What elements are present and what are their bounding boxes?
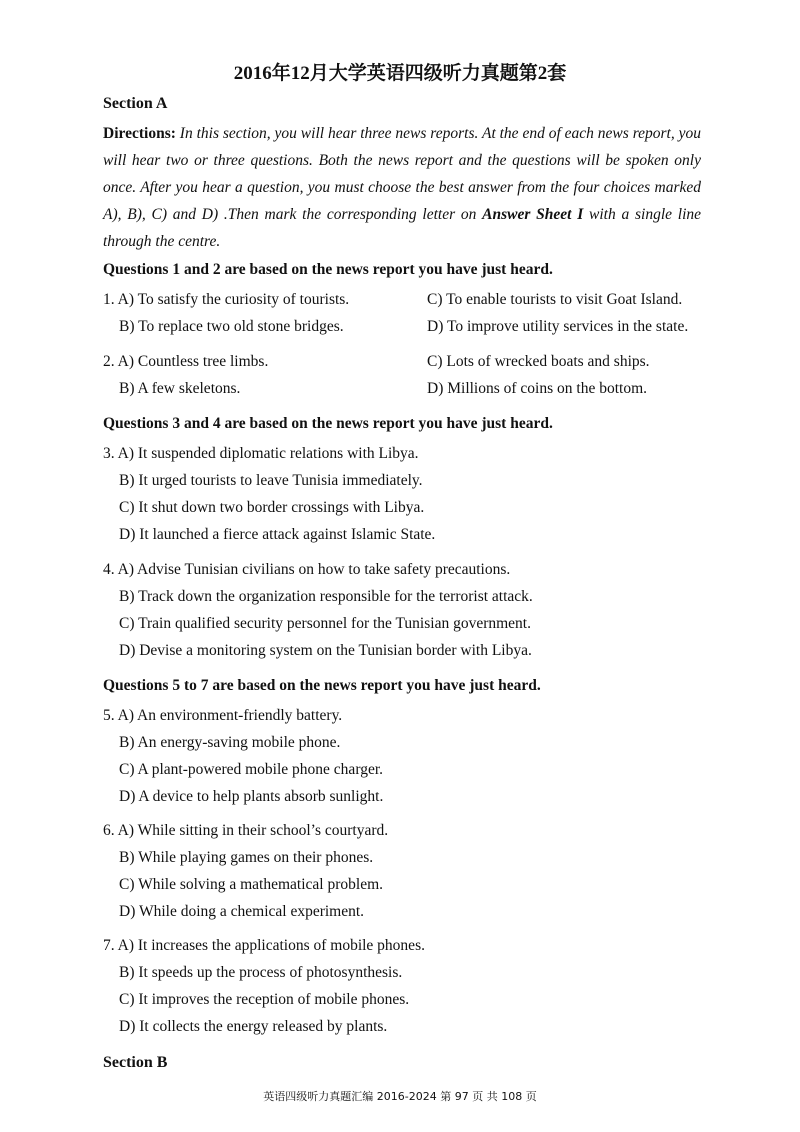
option-5d: D) A device to help plants absorb sunlight. bbox=[119, 788, 384, 805]
option-7c: C) It improves the reception of mobile phones. bbox=[119, 991, 410, 1008]
section-b-heading: Section B bbox=[103, 1054, 168, 1071]
option-7a: 7. A) It increases the applications of mobile phones. bbox=[103, 937, 425, 954]
option-6a: 6. A) While sitting in their school’s courtyard. bbox=[103, 822, 389, 839]
option-6c: C) While solving a mathematical problem. bbox=[119, 876, 384, 893]
option-3c: C) It shut down two border crossings with Libya. bbox=[119, 499, 425, 516]
option-1a: 1. A) To satisfy the curiosity of tourists. bbox=[103, 291, 350, 308]
option-5b: B) An energy-saving mobile phone. bbox=[119, 734, 341, 751]
option-1c: C) To enable tourists to visit Goat Island. bbox=[427, 291, 683, 308]
option-2d: D) Millions of coins on the bottom. bbox=[427, 380, 648, 397]
page-footer: 英语四级听力真题汇编 2016-2024 第 97 页 共 108 页 bbox=[263, 1090, 537, 1103]
option-2b: B) A few skeletons. bbox=[119, 380, 241, 397]
page-title: 2016年12月大学英语四级听力真题第2套 bbox=[233, 63, 567, 84]
option-5a: 5. A) An environment-friendly battery. bbox=[103, 707, 343, 724]
option-5c: C) A plant-powered mobile phone charger. bbox=[119, 761, 384, 778]
option-3b: B) It urged tourists to leave Tunisia immediately. bbox=[119, 472, 423, 489]
answer-sheet-label: Answer Sheet I bbox=[482, 206, 584, 223]
question-group-heading: Questions 5 to 7 are based on the news report you have just heard. bbox=[103, 677, 541, 694]
option-2a: 2. A) Countless tree limbs. bbox=[103, 353, 269, 370]
question-group-heading: Questions 1 and 2 are based on the news report you have just heard. bbox=[103, 261, 553, 278]
option-4a: 4. A) Advise Tunisian civilians on how to take safety precautions. bbox=[103, 561, 511, 578]
section-a-heading: Section A bbox=[103, 95, 168, 112]
question-group-heading: Questions 3 and 4 are based on the news report you have just heard. bbox=[103, 415, 553, 432]
option-1d: D) To improve utility services in the state. bbox=[427, 318, 689, 335]
option-1b: B) To replace two old stone bridges. bbox=[119, 318, 344, 335]
option-7d: D) It collects the energy released by plants. bbox=[119, 1018, 388, 1035]
option-7b: B) It speeds up the process of photosynthesis. bbox=[119, 964, 403, 981]
option-4d: D) Devise a monitoring system on the Tunisian border with Libya. bbox=[119, 642, 532, 659]
directions-label: Directions: bbox=[103, 125, 176, 142]
option-6d: D) While doing a chemical experiment. bbox=[119, 903, 365, 920]
option-2c: C) Lots of wrecked boats and ships. bbox=[427, 353, 650, 370]
option-3d: D) It launched a fierce attack against Islamic State. bbox=[119, 526, 436, 543]
directions-tail: with a single line through the centre. bbox=[103, 206, 702, 250]
option-3a: 3. A) It suspended diplomatic relations with Libya. bbox=[103, 445, 419, 462]
directions-paragraph bbox=[103, 120, 701, 255]
directions-text: In this section, you will hear three news reports. At the end of each news report, you will hear two or three questions. Both the news report and the questions will be spoken only once. After you hear a question, you must choose the best answer from the four choices marked A), B), C) and D) .Then mark the corresponding letter on bbox=[103, 125, 702, 223]
option-6b: B) While playing games on their phones. bbox=[119, 849, 374, 866]
option-4b: B) Track down the organization responsible for the terrorist attack. bbox=[119, 588, 533, 605]
option-4c: C) Train qualified security personnel for the Tunisian government. bbox=[119, 615, 531, 632]
